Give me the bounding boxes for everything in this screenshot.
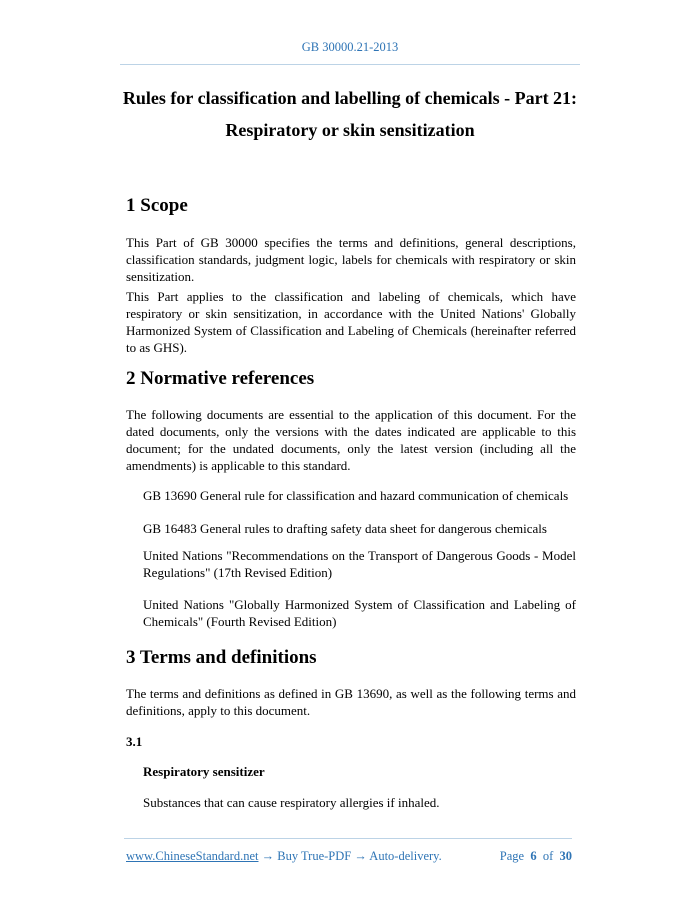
section-3-heading: 3 Terms and definitions	[126, 647, 317, 668]
title-line-2: Respiratory or skin sensitization	[225, 120, 475, 140]
reference-item: United Nations "Recommendations on the Transport of Dangerous Goods - Model Regulations" (17th Revised Edition)	[143, 548, 576, 580]
section-2-heading: 2 Normative references	[126, 368, 315, 389]
footer-divider	[124, 838, 572, 839]
reference-item: United Nations "Globally Harmonized System of Classification and Labeling of Chemicals" (Fourth Revised Edition)	[143, 597, 576, 629]
section-1-heading: 1 Scope	[126, 195, 188, 216]
scope-paragraph-1: This Part of GB 30000 specifies the terms and definitions, general descriptions, classification standards, judgment logic, labels for chemicals with respiratory or skin sensitization.	[126, 235, 576, 284]
term-name: Respiratory sensitizer	[143, 764, 265, 779]
normative-intro: The following documents are essential to the application of this document. For the dated documents, only the versions with the dates indicated are applicable to this document; for the undated documents, only the latest version (including all the amendments) is applicable to this standard.	[126, 407, 576, 473]
term-definition: Substances that can cause respiratory allergies if inhaled.	[143, 795, 440, 810]
title-line-1: Rules for classification and labelling of chemicals - Part 21:	[122, 88, 578, 108]
reference-item: GB 16483 General rules to drafting safety data sheet for dangerous chemicals	[143, 521, 547, 536]
page-number: Page 6 of 30	[499, 849, 572, 863]
header-doc-id: GB 30000.21-2013	[301, 40, 399, 54]
reference-item: GB 13690 General rule for classification and hazard communication of chemicals	[143, 488, 569, 503]
footer	[126, 849, 572, 864]
scope-paragraph-2: This Part applies to the classification and labeling of chemicals, which have respiratory or skin sensitization, in accordance with the United Nations' Globally Harmonized System of Classification and Labeling of Chemicals (hereinafter referred to as GHS).	[126, 289, 576, 355]
header-divider	[120, 64, 580, 65]
footer-text: → Buy True-PDF → Auto-delivery.	[258, 849, 442, 863]
website-link[interactable]: www.ChineseStandard.net	[126, 849, 259, 863]
clause-number: 3.1	[126, 734, 143, 749]
terms-intro: The terms and definitions as defined in GB 13690, as well as the following terms and definitions, apply to this document.	[126, 686, 576, 718]
